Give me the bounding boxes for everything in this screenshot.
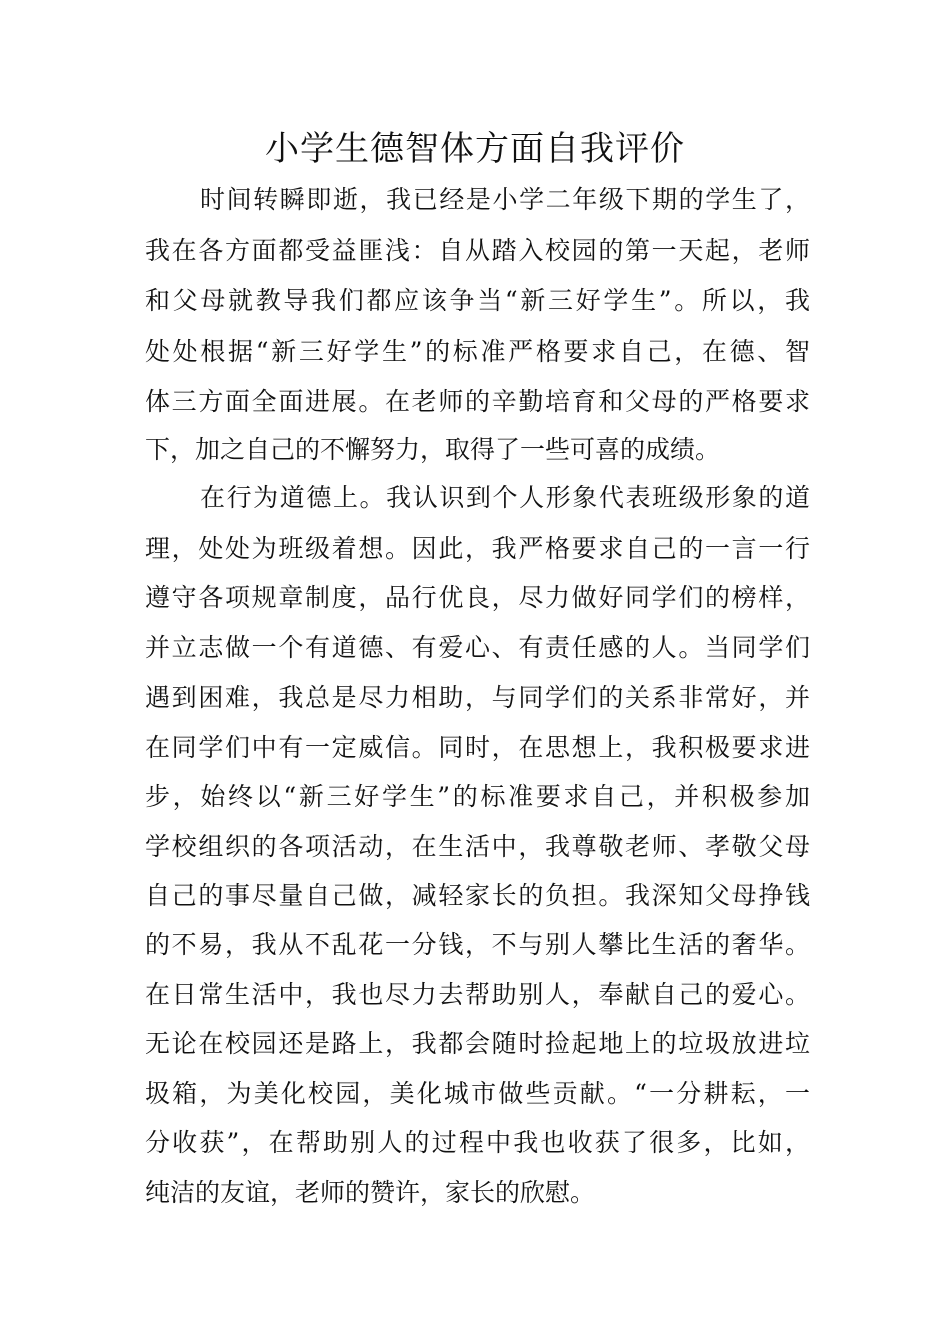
paragraph-line: 纯洁的友谊，老师的赞许，家长的欣慰。 — [145, 1178, 596, 1207]
paragraph-line: 并立志做一个有道德、有爱心、有责任感的人。当同学们 — [145, 633, 810, 662]
paragraph-line: 分收获”，在帮助别人的过程中我也收获了很多，比如， — [145, 1128, 810, 1157]
paragraph-line: 学校组织的各项活动，在生活中，我尊敬老师、孝敬父母 — [145, 832, 810, 861]
paragraph-line: 理，处处为班级着想。因此，我严格要求自己的一言一行 — [145, 534, 810, 563]
paragraph-line: 圾箱，为美化校园，美化城市做些贡献。“一分耕耘，一 — [145, 1079, 810, 1108]
paragraph-line: 体三方面全面进展。在老师的辛勤培育和父母的严格要求 — [145, 387, 810, 416]
paragraph-line: 时间转瞬即逝，我已经是小学二年级下期的学生了， — [200, 185, 810, 214]
paragraph-line: 我在各方面都受益匪浅：自从踏入校园的第一天起，老师 — [145, 236, 810, 265]
paragraph-line: 在同学们中有一定威信。同时，在思想上，我积极要求进 — [145, 733, 810, 762]
paragraph-line: 处处根据“新三好学生”的标准严格要求自己，在德、智 — [145, 337, 810, 366]
paragraph-line: 步，始终以“新三好学生”的标准要求自己，并积极参加 — [145, 782, 810, 811]
paragraph-line: 下，加之自己的不懈努力，取得了一些可喜的成绩。 — [145, 435, 721, 464]
paragraph-line: 遵守各项规章制度，品行优良，尽力做好同学们的榜样， — [145, 583, 810, 612]
paragraph-line: 在行为道德上。我认识到个人形象代表班级形象的道 — [200, 483, 810, 512]
paragraph-line: 在日常生活中，我也尽力去帮助别人，奉献自己的爱心。 — [145, 980, 810, 1009]
paragraph-line: 的不易，我从不乱花一分钱，不与别人攀比生活的奢华。 — [145, 930, 810, 959]
document-title: 小学生德智体方面自我评价 — [265, 129, 685, 169]
paragraph-line: 自己的事尽量自己做，减轻家长的负担。我深知父母挣钱 — [145, 881, 810, 910]
paragraph-line: 遇到困难，我总是尽力相助，与同学们的关系非常好，并 — [145, 683, 810, 712]
paragraph-line: 无论在校园还是路上，我都会随时捡起地上的垃圾放进垃 — [145, 1029, 810, 1058]
paragraph-line: 和父母就教导我们都应该争当“新三好学生”。所以，我 — [145, 286, 810, 315]
